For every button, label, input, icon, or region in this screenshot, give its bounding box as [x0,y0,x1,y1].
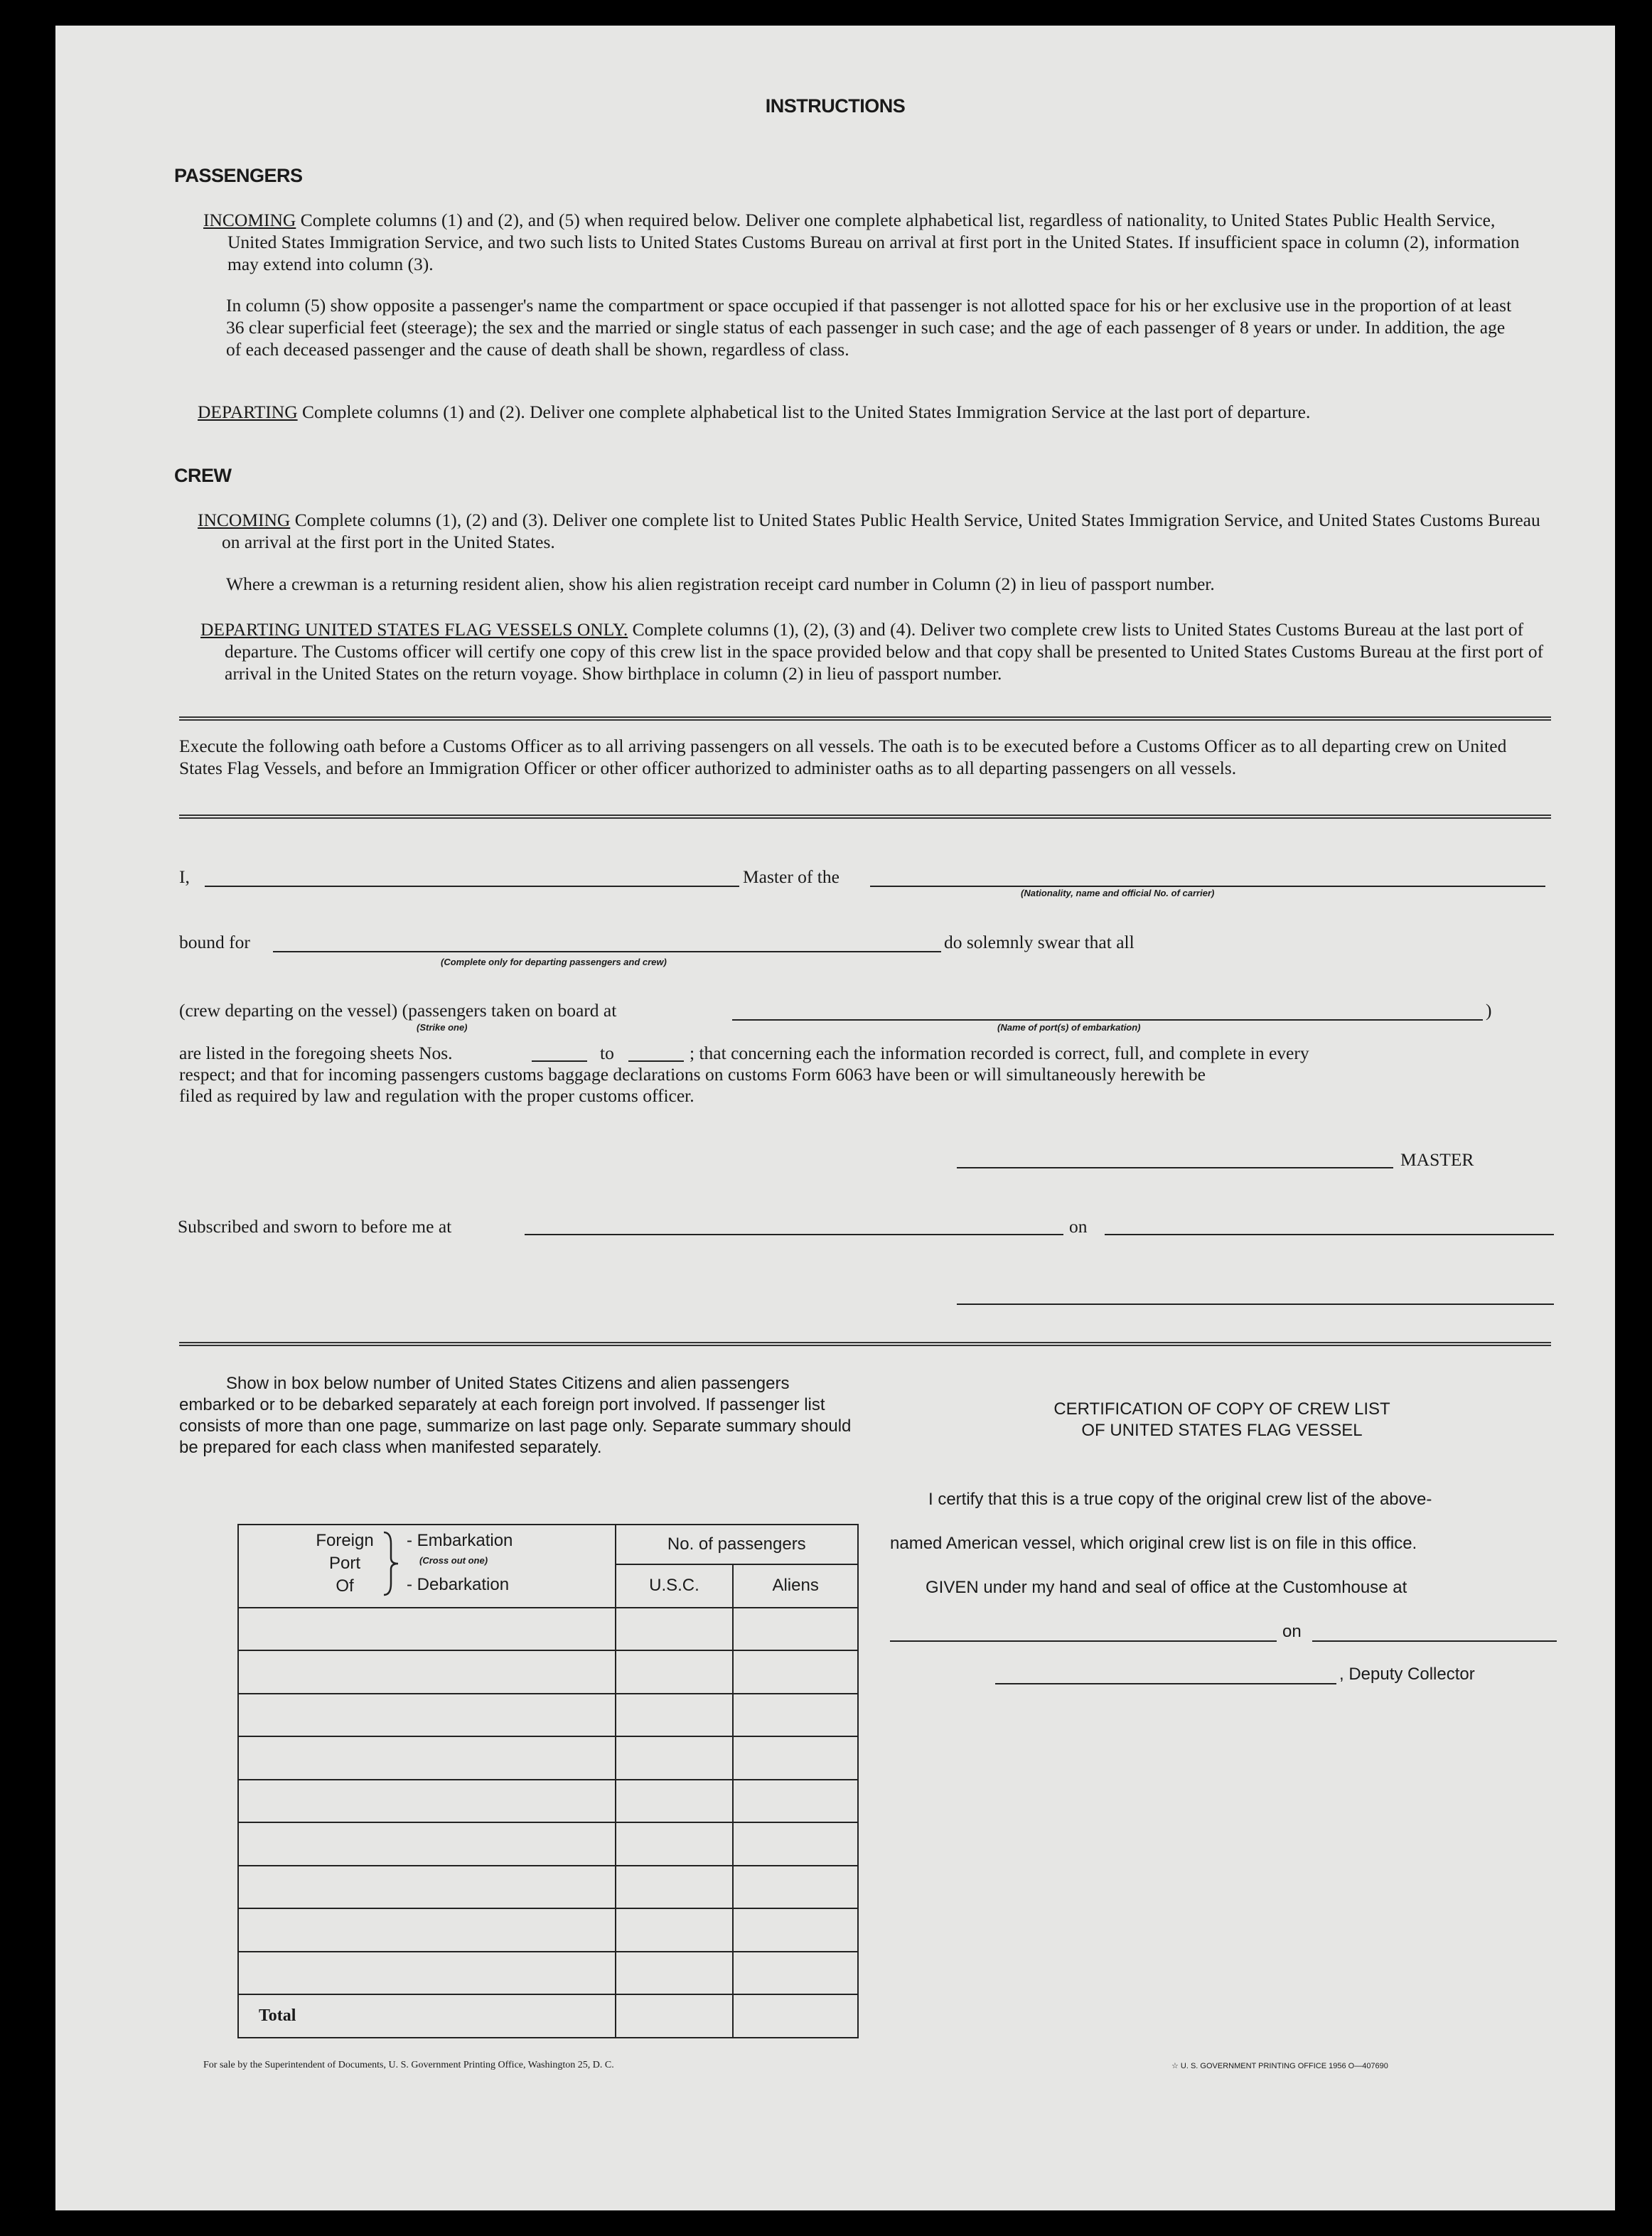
brace-icon [381,1530,401,1598]
passengers-departing-text: Complete columns (1) and (2). Deliver one complete alphabetical list to the United States Immigration Service at the last port of departure. [302,402,1311,422]
certification-heading-line-1: CERTIFICATION OF COPY OF CREW LIST [1053,1399,1390,1419]
master-of-the-label: Master of the [743,866,840,887]
complete-only-caption: (Complete only for departing passengers and crew) [441,957,667,967]
crew-departing-text: Complete columns (1), (2), (3) and (4). Deliver two complete crew lists to United States Customs Bureau at the last port of departure. The Customs officer will certify one copy of this crew list in the space provided below and that copy shall be presented to United States Customs Bureau at the first port of arrival in the United States on the return voyage. Show birthplace in column (2) in lieu of passport number. [225,619,1544,684]
port-cell[interactable] [238,1908,616,1952]
crew-heading: CREW [174,465,232,486]
port-cell[interactable] [238,1866,616,1909]
usc-cell[interactable] [616,1736,734,1780]
table-row [238,1866,858,1909]
certification-heading [899,1399,1545,1441]
cross-out-caption: (Cross out one) [419,1555,488,1566]
aliens-header: Aliens [733,1564,858,1608]
aliens-cell[interactable] [733,1866,858,1909]
aliens-cell[interactable] [733,1908,858,1952]
divider-1 [179,716,1551,721]
of-label: Of [336,1576,354,1596]
nationality-caption: (Nationality, name and official No. of carrier) [1021,888,1215,898]
usc-cell[interactable] [616,1866,734,1909]
port-cell[interactable] [238,1822,616,1866]
summary-instructions: Show in box below number of United States Citizens and alien passengers embarked or to be debarked separately at each foreign port involved. If passenger list consists of more than one page, summarize on last page only. Separate summary should be prepared for each class when manifested separately. [179,1374,852,1457]
passengers-incoming-text: Complete columns (1) and (2), and (5) when required below. Deliver one complete alphabetical list, regardless of nationality, to United States Public Health Service, United States Immigration Service, and two such lists to United States Customs Bureau on arrival at first port in the United States. If insufficient space in column (2), information may extend into column (3). [227,210,1520,274]
crew-departing-label: DEPARTING UNITED STATES FLAG VESSELS ONLY. [200,619,628,640]
usc-cell[interactable] [616,1952,734,1995]
customhouse-line[interactable] [890,1640,1277,1642]
sheets-from-line[interactable] [532,1060,587,1062]
table-row [238,1608,858,1651]
sworn-on-label: on [1069,1216,1088,1237]
table-row [238,1650,858,1694]
foreign-port-header [238,1525,616,1608]
port-cell[interactable] [238,1608,616,1651]
listed-sheets-b: ; that concerning each the information recorded is correct, full, and complete in every [690,1043,1309,1063]
debarkation-option: - Debarkation [407,1575,510,1594]
usc-cell[interactable] [616,1608,734,1651]
usc-cell[interactable] [616,1694,734,1737]
passengers-heading: PASSENGERS [174,165,303,186]
divider-3 [179,1342,1551,1346]
deputy-collector-label: , Deputy Collector [1339,1665,1475,1684]
port-cell[interactable] [238,1780,616,1823]
total-label: Total [238,1994,616,2038]
certification-line-3: GIVEN under my hand and seal of office at the Customhouse at [926,1578,1407,1597]
crew-departing-text: (crew departing on the vessel) (passengers taken on board at [179,1000,617,1021]
aliens-cell[interactable] [733,1650,858,1694]
passenger-summary-table [237,1524,859,2038]
master-signature-line[interactable] [957,1167,1393,1168]
port-cell[interactable] [238,1694,616,1737]
close-paren: ) [1486,1000,1492,1021]
master-label: MASTER [1400,1149,1474,1170]
deputy-signature-line[interactable] [995,1683,1336,1684]
aliens-cell[interactable] [733,1780,858,1823]
officer-signature-line[interactable] [957,1304,1554,1305]
table-row [238,1694,858,1737]
master-name-line[interactable] [205,886,739,887]
oath-instruction: Execute the following oath before a Customs Officer as to all arriving passengers on all vessels. The oath is to be executed before a Customs Officer as to all departing crew on United States Flag Vessels, and before an Immigration Officer or other officer authorized to administer oaths as to all departing passengers on all vessels. [179,736,1507,778]
aliens-cell[interactable] [733,1952,858,1995]
table-row [238,1822,858,1866]
listed-line-3: filed as required by law and regulation with the proper customs officer. [179,1085,694,1106]
usc-cell[interactable] [616,1908,734,1952]
passengers-column5-paragraph: In column (5) show opposite a passenger's name the compartment or space occupied if that passenger is not allotted space for his or her exclusive use in the proportion of at least 36 clear superficial feet (steerage); the sex and the married or single status of each passenger in such case; and the age of each passenger of 8 years or under. In addition, the age of each deceased passenger and the cause of death shall be shown, regardless of class. [226,295,1512,360]
sheets-to-line[interactable] [628,1060,684,1062]
oath-i-label: I, [179,866,190,887]
passengers-departing-paragraph [198,401,1547,423]
table-row [238,1736,858,1780]
certification-line-1: I certify that this is a true copy of the original crew list of the above- [928,1490,1432,1509]
aliens-cell[interactable] [733,1608,858,1651]
port-cell[interactable] [238,1650,616,1694]
subscribed-label: Subscribed and sworn to before me at [178,1216,452,1237]
foreign-label: Foreign [316,1531,374,1550]
aliens-cell[interactable] [733,1822,858,1866]
aliens-cell[interactable] [733,1694,858,1737]
footer-printing-office: ☆ U. S. GOVERNMENT PRINTING OFFICE 1956 O—407690 [1171,2062,1388,2070]
listed-sheets-to: to [600,1043,614,1063]
table-row [238,1780,858,1823]
carrier-line[interactable] [870,886,1545,887]
bound-for-line[interactable] [273,951,941,952]
crew-resident-paragraph: Where a crewman is a returning resident alien, show his alien registration receipt card number in Column (2) in lieu of passport number. [226,574,1215,594]
aliens-cell[interactable] [733,1736,858,1780]
passengers-departing-label: DEPARTING [198,402,298,422]
table-row [238,1952,858,1995]
crew-departing-paragraph [200,618,1547,684]
port-cell[interactable] [238,1952,616,1995]
certification-line-2: named American vessel, which original crew list is on file in this office. [890,1534,1417,1553]
embarkation-port-line[interactable] [732,1019,1483,1021]
table-row [238,1908,858,1952]
crew-incoming-text: Complete columns (1), (2) and (3). Deliver one complete list to United States Public Health Service, United States Immigration Service, and United States Customs Bureau on arrival at the first port in the United States. [222,510,1540,552]
footer-sale-notice: For sale by the Superintendent of Documents, U. S. Government Printing Office, Washington 25, D. C. [203,2060,614,2070]
port-label: Port [328,1554,360,1573]
form-page [55,26,1615,2210]
bound-for-label: bound for [179,932,250,952]
port-cell[interactable] [238,1736,616,1780]
total-usc-cell[interactable] [616,1994,734,2038]
no-passengers-header: No. of passengers [616,1525,858,1564]
usc-header: U.S.C. [616,1564,734,1608]
certification-date-line[interactable] [1312,1640,1557,1642]
crew-incoming-paragraph [198,509,1547,553]
page-title: INSTRUCTIONS [765,95,906,117]
divider-2 [179,815,1551,819]
passengers-incoming-label: INCOMING [203,210,296,230]
usc-cell[interactable] [616,1780,734,1823]
total-row [238,1994,858,2038]
usc-cell[interactable] [616,1822,734,1866]
crew-incoming-label: INCOMING [198,510,291,530]
sworn-date-line[interactable] [1105,1234,1554,1235]
strike-one-caption: (Strike one) [417,1022,468,1033]
certification-heading-line-2: OF UNITED STATES FLAG VESSEL [1081,1421,1363,1440]
listed-line-2: respect; and that for incoming passengers customs baggage declarations on customs Form 6063 have been or will simultaneously herewith be [179,1064,1206,1085]
certification-on-label: on [1282,1622,1302,1641]
swear-text: do solemnly swear that all [944,932,1135,952]
embarkation-option: - Embarkation [407,1531,513,1550]
ports-caption: (Name of port(s) of embarkation) [997,1022,1141,1033]
sworn-at-line[interactable] [525,1234,1063,1235]
listed-sheets-a: are listed in the foregoing sheets Nos. [179,1043,453,1063]
total-aliens-cell[interactable] [733,1994,858,2038]
usc-cell[interactable] [616,1650,734,1694]
summary-header-row [238,1525,858,1564]
passengers-incoming-paragraph [203,209,1547,275]
